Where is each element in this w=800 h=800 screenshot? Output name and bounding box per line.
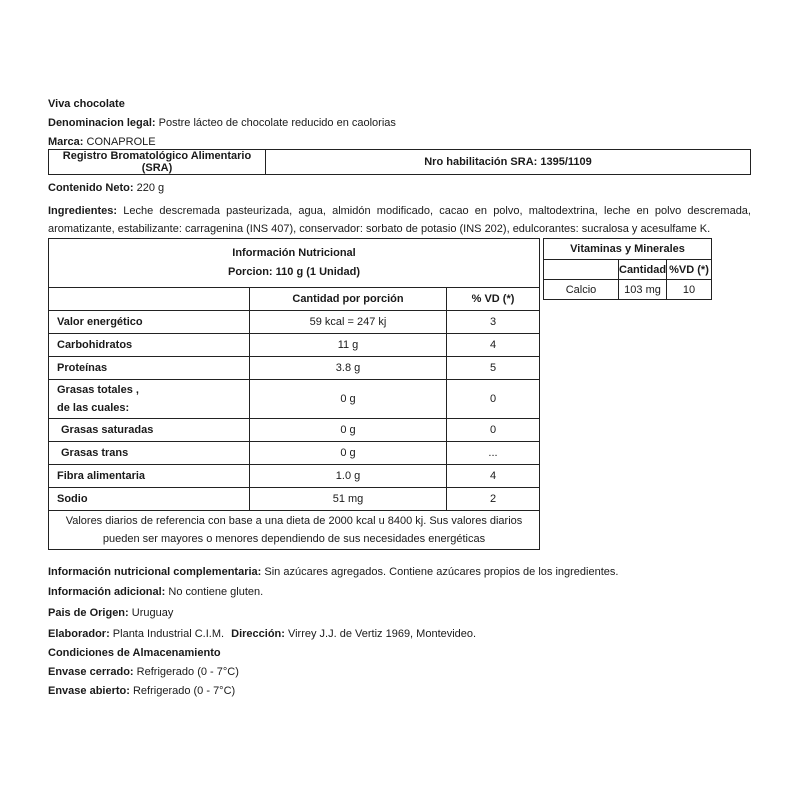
nutrient-label: Fibra alimentaria (49, 465, 250, 488)
address-value: Virrey J.J. de Vertiz 1969, Montevideo. (284, 628, 477, 640)
brand-label: Marca: (48, 136, 84, 148)
vitamins-title: Vitaminas y Minerales (544, 239, 712, 260)
nutrient-qty: 51 mg (250, 488, 447, 511)
net-content-value: 220 g (133, 182, 165, 194)
nutrient-label: Carbohidratos (49, 334, 250, 357)
storage-title: Condiciones de Almacenamiento (48, 647, 221, 659)
origin-label: Pais de Origen: (48, 607, 129, 619)
nutrition-title: Información Nutricional (232, 247, 356, 259)
nutrient-vd: 3 (447, 311, 540, 334)
nutrient-qty: 3.8 g (250, 357, 447, 380)
mineral-vd: 10 (667, 280, 712, 300)
table-row (49, 357, 540, 380)
nutrient-vd: ... (447, 442, 540, 465)
open-storage-value: Refrigerado (0 - 7°C) (129, 685, 236, 697)
table-row (49, 311, 540, 334)
legal-name-label: Denominacion legal: (48, 117, 156, 129)
table-row (49, 488, 540, 511)
closed-storage-line (48, 666, 239, 678)
nutrient-qty: 1.0 g (250, 465, 447, 488)
table-row (49, 442, 540, 465)
address-label: Dirección: (231, 628, 285, 640)
nutrient-qty: 59 kcal = 247 kj (250, 311, 447, 334)
additional-info-line (48, 586, 263, 598)
vitamins-col-vd: %VD (*) (667, 260, 712, 280)
additional-info-value: No contiene gluten. (165, 586, 264, 598)
open-storage-line (48, 685, 235, 697)
net-content-line (48, 182, 164, 194)
vitamins-table (543, 238, 712, 300)
nutrition-footnote: Valores diarios de referencia con base a una dieta de 2000 kcal u 8400 kj. Sus valores diarios pueden ser mayores o menores dependiendo de sus necesidades energéticas (49, 511, 540, 550)
nutrient-qty: 0 g (250, 419, 447, 442)
maker-value: Planta Industrial C.I.M. (109, 628, 225, 640)
maker-label: Elaborador: (48, 628, 110, 640)
complementary-info-line (48, 566, 618, 578)
table-row (49, 419, 540, 442)
legal-name-line (48, 117, 396, 129)
registry-table (48, 149, 751, 175)
nutrition-col-qty: Cantidad por porción (250, 288, 447, 311)
mineral-label: Calcio (544, 280, 619, 300)
nutrient-qty: 11 g (250, 334, 447, 357)
nutrient-label (49, 380, 250, 419)
product-name: Viva chocolate (48, 98, 125, 110)
closed-storage-label: Envase cerrado: (48, 666, 134, 678)
open-storage-label: Envase abierto: (48, 685, 130, 697)
table-row (544, 280, 712, 300)
brand-line (48, 136, 156, 148)
brand-value: CONAPROLE (83, 136, 156, 148)
complementary-info-label: Información nutricional complementaria: (48, 566, 262, 578)
nutrient-qty: 0 g (250, 442, 447, 465)
nutrient-vd: 4 (447, 465, 540, 488)
nutrient-vd: 2 (447, 488, 540, 511)
closed-storage-value: Refrigerado (0 - 7°C) (133, 666, 239, 678)
table-row (49, 380, 540, 419)
nutrition-corner-cell (49, 288, 250, 311)
nutrition-col-vd: % VD (*) (447, 288, 540, 311)
ingredients-value: Leche descremada pasteurizada, agua, almidón modificado, cacao en polvo, maltodextrina, leche en polvo descremada, aromatizante, estabilizante: carragenina (INS 407), conservador: sorbato de potasio (INS 202), edulcorantes: sucralosa y acesulfame K. (48, 205, 751, 235)
legal-name-value: Postre lácteo de chocolate reducido en caolorias (155, 117, 396, 129)
nutrition-portion: Porcion: 110 g (1 Unidad) (227, 266, 361, 278)
origin-value: Uruguay (128, 607, 174, 619)
nutrient-label: Valor energético (49, 311, 250, 334)
table-row (49, 334, 540, 357)
origin-line (48, 607, 173, 619)
nutrition-table (48, 238, 540, 550)
net-content-label: Contenido Neto: (48, 182, 134, 194)
maker-line (48, 628, 476, 640)
nutrient-vd: 0 (447, 419, 540, 442)
table-row (49, 465, 540, 488)
vitamins-col-qty: Cantidad (619, 260, 667, 280)
mineral-qty: 103 mg (619, 280, 667, 300)
nutrient-qty: 0 g (250, 380, 447, 419)
vitamins-corner-cell (544, 260, 619, 280)
nutrient-vd: 5 (447, 357, 540, 380)
nutrient-label: Grasas saturadas (49, 419, 250, 442)
nutrient-vd: 4 (447, 334, 540, 357)
nutrition-header (49, 239, 540, 288)
ingredients-label: Ingredientes: (48, 205, 118, 217)
nutrient-label: Proteínas (49, 357, 250, 380)
nutrient-vd: 0 (447, 380, 540, 419)
nutrient-label: Grasas trans (49, 442, 250, 465)
registry-label: Registro Bromatológico Alimentario (SRA) (49, 150, 266, 175)
complementary-info-value: Sin azúcares agregados. Contiene azúcares propios de los ingredientes. (261, 566, 619, 578)
nutrient-label-line2: de las cuales: (57, 402, 130, 414)
nutrient-label: Sodio (49, 488, 250, 511)
nutrient-label-line1: Grasas totales , (57, 384, 139, 396)
additional-info-label: Información adicional: (48, 586, 166, 598)
registry-number: Nro habilitación SRA: 1395/1109 (266, 150, 751, 175)
ingredients-paragraph (48, 202, 751, 238)
